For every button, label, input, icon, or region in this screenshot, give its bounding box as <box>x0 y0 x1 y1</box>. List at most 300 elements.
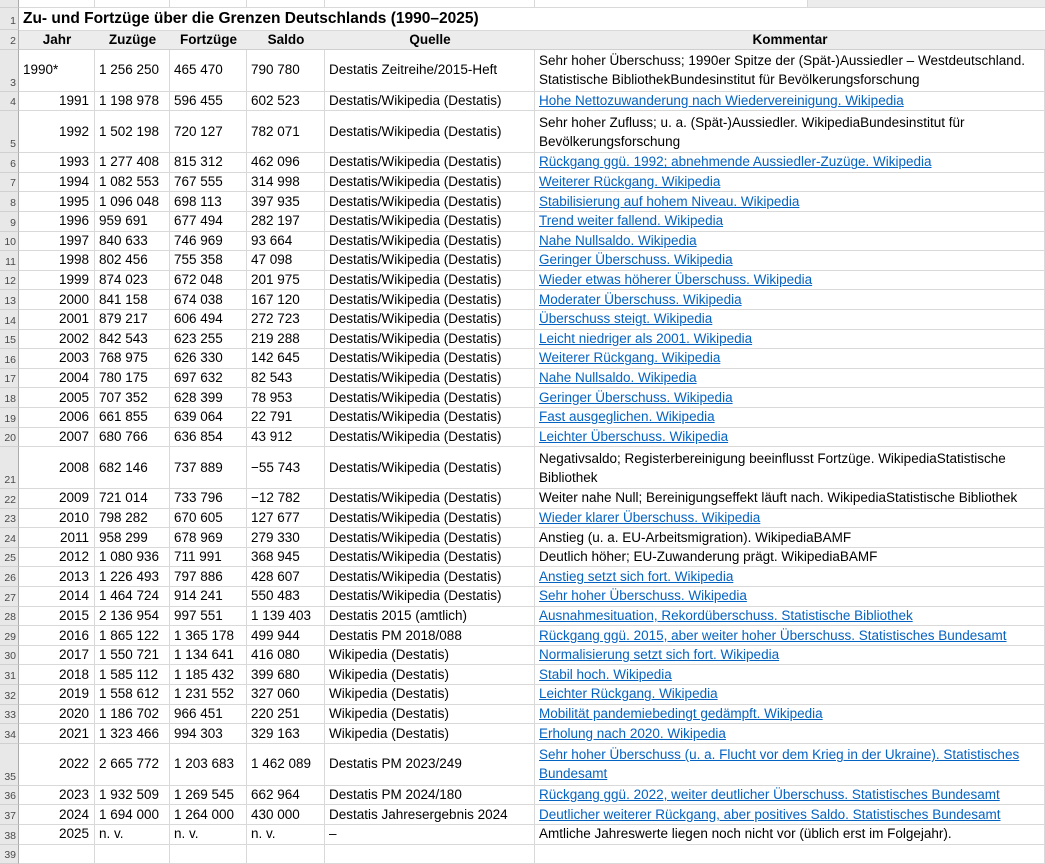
row-number[interactable]: 24 <box>0 528 19 548</box>
year-cell[interactable]: 2001 <box>19 310 95 330</box>
emigration-cell[interactable]: 737 889 <box>170 447 247 489</box>
row-number[interactable]: 17 <box>0 369 19 389</box>
year-cell[interactable]: 1998 <box>19 251 95 271</box>
row-number[interactable]: 27 <box>0 587 19 607</box>
comment-link[interactable]: Geringer Überschuss. Wikipedia <box>539 252 733 268</box>
source-cell[interactable]: Destatis/Wikipedia (Destatis) <box>325 310 535 330</box>
immigration-cell[interactable]: 2 665 772 <box>95 744 170 786</box>
balance-cell[interactable]: 790 780 <box>247 50 325 92</box>
source-cell[interactable]: Destatis/Wikipedia (Destatis) <box>325 548 535 568</box>
source-cell[interactable]: Wikipedia (Destatis) <box>325 705 535 725</box>
row-number[interactable]: 29 <box>0 626 19 646</box>
immigration-cell[interactable]: 1 464 724 <box>95 587 170 607</box>
emigration-cell[interactable]: 711 991 <box>170 548 247 568</box>
balance-cell[interactable]: 314 998 <box>247 173 325 193</box>
emigration-cell[interactable]: 606 494 <box>170 310 247 330</box>
emigration-cell[interactable]: 1 365 178 <box>170 626 247 646</box>
balance-cell[interactable]: n. v. <box>247 825 325 845</box>
row-number[interactable]: 26 <box>0 567 19 587</box>
balance-cell[interactable]: −55 743 <box>247 447 325 489</box>
year-cell[interactable]: 2005 <box>19 388 95 408</box>
balance-cell[interactable]: 550 483 <box>247 587 325 607</box>
source-cell[interactable]: Destatis 2015 (amtlich) <box>325 607 535 627</box>
comment-link[interactable]: Deutlicher weiterer Rückgang, aber positives Saldo. Statistisches Bundesamt <box>539 806 1001 822</box>
year-cell[interactable]: 2006 <box>19 408 95 428</box>
balance-cell[interactable]: 22 791 <box>247 408 325 428</box>
year-cell[interactable]: 1996 <box>19 212 95 232</box>
comment-cell <box>535 92 1045 112</box>
year-cell[interactable]: 2007 <box>19 428 95 448</box>
column-header-quelle[interactable]: Quelle <box>325 30 535 50</box>
balance-cell[interactable]: 397 935 <box>247 192 325 212</box>
comment-cell <box>535 805 1045 825</box>
immigration-cell[interactable]: 841 158 <box>95 290 170 310</box>
source-cell[interactable]: Destatis/Wikipedia (Destatis) <box>325 567 535 587</box>
comment-link[interactable]: Anstieg setzt sich fort. Wikipedia <box>539 568 734 584</box>
immigration-cell[interactable]: 682 146 <box>95 447 170 489</box>
grid-cell <box>170 0 247 8</box>
emigration-cell[interactable]: 628 399 <box>170 388 247 408</box>
balance-cell[interactable]: 220 251 <box>247 705 325 725</box>
row-number[interactable]: 10 <box>0 232 19 252</box>
row-number[interactable]: 11 <box>0 251 19 271</box>
source-cell[interactable]: Destatis PM 2018/088 <box>325 626 535 646</box>
year-cell[interactable]: 2019 <box>19 685 95 705</box>
emigration-cell[interactable]: 720 127 <box>170 111 247 153</box>
immigration-cell[interactable]: 661 855 <box>95 408 170 428</box>
immigration-cell[interactable]: 1 694 000 <box>95 805 170 825</box>
column-header-zuzuege[interactable]: Zuzüge <box>95 30 170 50</box>
comment-link[interactable]: Normalisierung setzt sich fort. Wikipedia <box>539 647 780 663</box>
source-cell[interactable]: Destatis Zeitreihe/2015-Heft <box>325 50 535 92</box>
source-cell[interactable]: Destatis/Wikipedia (Destatis) <box>325 428 535 448</box>
comment-cell <box>535 705 1045 725</box>
data-row <box>0 724 1045 744</box>
emigration-cell[interactable]: 797 886 <box>170 567 247 587</box>
source-cell[interactable]: Destatis/Wikipedia (Destatis) <box>325 271 535 291</box>
immigration-cell[interactable]: 874 023 <box>95 271 170 291</box>
year-cell[interactable]: 2000 <box>19 290 95 310</box>
empty-cell[interactable] <box>247 845 325 864</box>
comment-link[interactable]: Stabil hoch. Wikipedia <box>539 666 672 682</box>
source-cell[interactable]: Destatis/Wikipedia (Destatis) <box>325 111 535 153</box>
year-cell[interactable]: 1995 <box>19 192 95 212</box>
immigration-cell[interactable]: 680 766 <box>95 428 170 448</box>
source-cell[interactable]: Destatis Jahresergebnis 2024 <box>325 805 535 825</box>
year-cell[interactable]: 1999 <box>19 271 95 291</box>
data-row <box>0 646 1045 666</box>
year-cell[interactable]: 2002 <box>19 330 95 350</box>
source-cell[interactable]: Wikipedia (Destatis) <box>325 724 535 744</box>
emigration-cell[interactable]: 678 969 <box>170 528 247 548</box>
emigration-cell[interactable]: 698 113 <box>170 192 247 212</box>
emigration-cell[interactable]: 815 312 <box>170 153 247 173</box>
row-number[interactable]: 35 <box>0 744 19 786</box>
balance-cell[interactable]: 127 677 <box>247 509 325 529</box>
emigration-cell[interactable]: 1 203 683 <box>170 744 247 786</box>
comment-link[interactable]: Trend weiter fallend. Wikipedia <box>539 213 724 229</box>
year-cell[interactable]: 2011 <box>19 528 95 548</box>
year-cell[interactable]: 1997 <box>19 232 95 252</box>
comment-link[interactable]: Fast ausgeglichen. Wikipedia <box>539 409 715 425</box>
source-cell[interactable]: Wikipedia (Destatis) <box>325 665 535 685</box>
row-number[interactable]: 36 <box>0 786 19 806</box>
emigration-cell[interactable]: 994 303 <box>170 724 247 744</box>
comment-text[interactable]: Anstieg (u. a. EU-Arbeitsmigration). WikipediaBAMF <box>539 529 852 545</box>
balance-cell[interactable]: 399 680 <box>247 665 325 685</box>
source-cell[interactable]: Destatis PM 2024/180 <box>325 786 535 806</box>
comment-cell <box>535 192 1045 212</box>
source-cell[interactable]: – <box>325 825 535 845</box>
year-cell[interactable]: 1990* <box>19 50 95 92</box>
empty-cell[interactable] <box>19 845 95 864</box>
source-cell[interactable]: Destatis/Wikipedia (Destatis) <box>325 192 535 212</box>
source-cell[interactable]: Destatis/Wikipedia (Destatis) <box>325 369 535 389</box>
immigration-cell[interactable]: 1 082 553 <box>95 173 170 193</box>
comment-link[interactable]: Weiterer Rückgang. Wikipedia <box>539 174 721 190</box>
year-cell[interactable]: 1991 <box>19 92 95 112</box>
immigration-cell[interactable]: 2 136 954 <box>95 607 170 627</box>
source-cell[interactable]: Destatis/Wikipedia (Destatis) <box>325 408 535 428</box>
balance-cell[interactable]: 93 664 <box>247 232 325 252</box>
comment-link[interactable]: Nahe Nullsaldo. Wikipedia <box>539 370 697 386</box>
year-cell[interactable]: 2016 <box>19 626 95 646</box>
year-cell[interactable]: 2023 <box>19 786 95 806</box>
balance-cell[interactable]: 1 462 089 <box>247 744 325 786</box>
year-cell[interactable]: 2013 <box>19 567 95 587</box>
comment-text[interactable]: Weiter nahe Null; Bereinigungseffekt läuft nach. WikipediaStatistische Bibliothek <box>539 490 1018 506</box>
immigration-cell[interactable]: 1 865 122 <box>95 626 170 646</box>
source-cell[interactable]: Wikipedia (Destatis) <box>325 685 535 705</box>
data-row <box>0 489 1045 509</box>
comment-text[interactable]: Deutlich höher; EU-Zuwanderung prägt. WikipediaBAMF <box>539 549 878 565</box>
source-cell[interactable]: Destatis/Wikipedia (Destatis) <box>325 212 535 232</box>
row-number[interactable]: 28 <box>0 607 19 627</box>
balance-cell[interactable]: 662 964 <box>247 786 325 806</box>
balance-cell[interactable]: 43 912 <box>247 428 325 448</box>
year-cell[interactable]: 2020 <box>19 705 95 725</box>
source-cell[interactable]: Destatis/Wikipedia (Destatis) <box>325 92 535 112</box>
row-number[interactable]: 20 <box>0 428 19 448</box>
comment-link[interactable]: Nahe Nullsaldo. Wikipedia <box>539 232 697 248</box>
emigration-cell[interactable]: 1 231 552 <box>170 685 247 705</box>
immigration-cell[interactable]: 958 299 <box>95 528 170 548</box>
immigration-cell[interactable]: 1 550 721 <box>95 646 170 666</box>
emigration-cell[interactable]: 966 451 <box>170 705 247 725</box>
balance-cell[interactable]: 219 288 <box>247 330 325 350</box>
data-row <box>0 388 1045 408</box>
year-cell[interactable]: 1993 <box>19 153 95 173</box>
balance-cell[interactable]: 272 723 <box>247 310 325 330</box>
source-cell[interactable]: Destatis/Wikipedia (Destatis) <box>325 489 535 509</box>
data-row <box>0 428 1045 448</box>
emigration-cell[interactable]: 626 330 <box>170 349 247 369</box>
data-row <box>0 92 1045 112</box>
source-cell[interactable]: Destatis/Wikipedia (Destatis) <box>325 528 535 548</box>
year-cell[interactable]: 2009 <box>19 489 95 509</box>
balance-cell[interactable]: 602 523 <box>247 92 325 112</box>
comment-text[interactable]: Sehr hoher Überschuss; 1990er Spitze der (Spät-)Aussiedler – Westdeutschland. Statistische BibliothekBundesinstitut für Bevölkerungsforschung <box>539 53 1026 88</box>
source-cell[interactable]: Destatis/Wikipedia (Destatis) <box>325 388 535 408</box>
immigration-cell[interactable]: 1 932 509 <box>95 786 170 806</box>
immigration-cell[interactable]: 1 558 612 <box>95 685 170 705</box>
comment-link[interactable]: Hohe Nettozuwanderung nach Wiedervereinigung. Wikipedia <box>539 92 904 108</box>
year-cell[interactable]: 2025 <box>19 825 95 845</box>
year-cell[interactable]: 2018 <box>19 665 95 685</box>
source-cell[interactable]: Destatis/Wikipedia (Destatis) <box>325 173 535 193</box>
comment-cell <box>535 786 1045 806</box>
comment-link[interactable]: Überschuss steigt. Wikipedia <box>539 311 713 327</box>
comment-link[interactable]: Weiterer Rückgang. Wikipedia <box>539 350 721 366</box>
comment-text[interactable]: Sehr hoher Zufluss; u. a. (Spät-)Aussiedler. WikipediaBundesinstitut für Bevölkerungsforschung <box>539 114 965 149</box>
immigration-cell[interactable]: 842 543 <box>95 330 170 350</box>
comment-cell <box>535 50 1045 92</box>
data-row <box>0 685 1045 705</box>
immigration-cell[interactable]: 840 633 <box>95 232 170 252</box>
immigration-cell[interactable]: 879 217 <box>95 310 170 330</box>
balance-cell[interactable]: −12 782 <box>247 489 325 509</box>
balance-cell[interactable]: 416 080 <box>247 646 325 666</box>
balance-cell[interactable]: 282 197 <box>247 212 325 232</box>
row-number[interactable]: 1 <box>0 8 19 30</box>
year-cell[interactable]: 2004 <box>19 369 95 389</box>
emigration-cell[interactable]: 755 358 <box>170 251 247 271</box>
emigration-cell[interactable]: 636 854 <box>170 428 247 448</box>
column-header-saldo[interactable]: Saldo <box>247 30 325 50</box>
comment-cell <box>535 626 1045 646</box>
empty-cell[interactable] <box>170 845 247 864</box>
grid-cell <box>535 0 808 8</box>
comment-text[interactable]: Amtliche Jahreswerte liegen noch nicht vor (üblich erst im Folgejahr). <box>539 826 952 842</box>
immigration-cell[interactable]: 959 691 <box>95 212 170 232</box>
row-number[interactable]: 5 <box>0 111 19 153</box>
comment-cell <box>535 388 1045 408</box>
immigration-cell[interactable]: 1 096 048 <box>95 192 170 212</box>
source-cell[interactable]: Destatis PM 2023/249 <box>325 744 535 786</box>
balance-cell[interactable]: 78 953 <box>247 388 325 408</box>
source-cell[interactable]: Destatis/Wikipedia (Destatis) <box>325 587 535 607</box>
immigration-cell[interactable]: 721 014 <box>95 489 170 509</box>
empty-cell[interactable] <box>95 845 170 864</box>
row-number[interactable]: 22 <box>0 489 19 509</box>
immigration-cell[interactable]: 768 975 <box>95 349 170 369</box>
row-number[interactable]: 8 <box>0 192 19 212</box>
comment-link[interactable]: Wieder klarer Überschuss. Wikipedia <box>539 509 761 525</box>
data-row <box>0 290 1045 310</box>
row-number[interactable]: 4 <box>0 92 19 112</box>
emigration-cell[interactable]: 672 048 <box>170 271 247 291</box>
sheet-title[interactable]: Zu- und Fortzüge über die Grenzen Deutschlands (1990–2025) <box>19 8 1045 30</box>
immigration-cell[interactable]: 1 256 250 <box>95 50 170 92</box>
emigration-cell[interactable]: 1 264 000 <box>170 805 247 825</box>
row-number[interactable]: 16 <box>0 349 19 369</box>
empty-cell[interactable] <box>325 845 535 864</box>
immigration-cell[interactable]: 707 352 <box>95 388 170 408</box>
source-cell[interactable]: Destatis/Wikipedia (Destatis) <box>325 349 535 369</box>
source-cell[interactable]: Destatis/Wikipedia (Destatis) <box>325 251 535 271</box>
emigration-cell[interactable]: 639 064 <box>170 408 247 428</box>
immigration-cell[interactable]: 1 585 112 <box>95 665 170 685</box>
emigration-cell[interactable]: 465 470 <box>170 50 247 92</box>
emigration-cell[interactable]: 596 455 <box>170 92 247 112</box>
balance-cell[interactable]: 327 060 <box>247 685 325 705</box>
comment-cell <box>535 349 1045 369</box>
emigration-cell[interactable]: 733 796 <box>170 489 247 509</box>
emigration-cell[interactable]: 1 269 545 <box>170 786 247 806</box>
balance-cell[interactable]: 329 163 <box>247 724 325 744</box>
balance-cell[interactable]: 279 330 <box>247 528 325 548</box>
comment-link[interactable]: Sehr hoher Überschuss. Wikipedia <box>539 588 747 604</box>
row-number[interactable]: 31 <box>0 665 19 685</box>
year-cell[interactable]: 2010 <box>19 509 95 529</box>
emigration-cell[interactable]: 746 969 <box>170 232 247 252</box>
immigration-cell[interactable]: 1 198 978 <box>95 92 170 112</box>
source-cell[interactable]: Destatis/Wikipedia (Destatis) <box>325 447 535 489</box>
comment-link[interactable]: Geringer Überschuss. Wikipedia <box>539 389 733 405</box>
balance-cell[interactable]: 499 944 <box>247 626 325 646</box>
comment-link[interactable]: Rückgang ggü. 2015, aber weiter hoher Überschuss. Statistisches Bundesamt <box>539 627 1007 643</box>
balance-cell[interactable]: 201 975 <box>247 271 325 291</box>
comment-link[interactable]: Sehr hoher Überschuss (u. a. Flucht vor dem Krieg in der Ukraine). Statistisches Bundesamt <box>539 747 1020 782</box>
source-cell[interactable]: Destatis/Wikipedia (Destatis) <box>325 153 535 173</box>
balance-cell[interactable]: 142 645 <box>247 349 325 369</box>
row-number[interactable]: 38 <box>0 825 19 845</box>
emigration-cell[interactable]: n. v. <box>170 825 247 845</box>
comment-cell <box>535 153 1045 173</box>
year-cell[interactable]: 2003 <box>19 349 95 369</box>
grid-cell <box>19 0 95 8</box>
data-row <box>0 705 1045 725</box>
emigration-cell[interactable]: 997 551 <box>170 607 247 627</box>
row-number[interactable]: 34 <box>0 724 19 744</box>
source-cell[interactable]: Wikipedia (Destatis) <box>325 646 535 666</box>
year-cell[interactable]: 1992 <box>19 111 95 153</box>
source-cell[interactable]: Destatis/Wikipedia (Destatis) <box>325 509 535 529</box>
immigration-cell[interactable]: n. v. <box>95 825 170 845</box>
immigration-cell[interactable]: 1 323 466 <box>95 724 170 744</box>
balance-cell[interactable]: 1 139 403 <box>247 607 325 627</box>
year-cell[interactable]: 2012 <box>19 548 95 568</box>
year-cell[interactable]: 2017 <box>19 646 95 666</box>
year-cell[interactable]: 2021 <box>19 724 95 744</box>
comment-link[interactable]: Mobilität pandemiebedingt gedämpft. Wikipedia <box>539 705 823 721</box>
row-number[interactable]: 15 <box>0 330 19 350</box>
comment-cell <box>535 330 1045 350</box>
row-number[interactable]: 30 <box>0 646 19 666</box>
source-cell[interactable]: Destatis/Wikipedia (Destatis) <box>325 330 535 350</box>
sheet-rows <box>0 50 1045 845</box>
comment-link[interactable]: Rückgang ggü. 2022, weiter deutlicher Überschuss. Statistisches Bundesamt <box>539 787 1000 803</box>
emigration-cell[interactable]: 670 605 <box>170 509 247 529</box>
immigration-cell[interactable]: 1 186 702 <box>95 705 170 725</box>
immigration-cell[interactable]: 1 080 936 <box>95 548 170 568</box>
year-cell[interactable]: 2022 <box>19 744 95 786</box>
row-number[interactable]: 23 <box>0 509 19 529</box>
comment-link[interactable]: Rückgang ggü. 1992; abnehmende Aussiedler-Zuzüge. Wikipedia <box>539 154 932 170</box>
year-cell[interactable]: 2014 <box>19 587 95 607</box>
comment-text[interactable]: Negativsaldo; Registerbereinigung beeinflusst Fortzüge. WikipediaStatistische Bibliothek <box>539 450 1006 485</box>
row-number[interactable]: 12 <box>0 271 19 291</box>
year-cell[interactable]: 2008 <box>19 447 95 489</box>
row-number[interactable]: 25 <box>0 548 19 568</box>
balance-cell[interactable]: 782 071 <box>247 111 325 153</box>
immigration-cell[interactable]: 1 502 198 <box>95 111 170 153</box>
emigration-cell[interactable]: 767 555 <box>170 173 247 193</box>
immigration-cell[interactable]: 1 226 493 <box>95 567 170 587</box>
balance-cell[interactable]: 82 543 <box>247 369 325 389</box>
immigration-cell[interactable]: 1 277 408 <box>95 153 170 173</box>
column-header-kommentar[interactable]: Kommentar <box>535 30 1045 50</box>
row-number[interactable]: 14 <box>0 310 19 330</box>
balance-cell[interactable]: 167 120 <box>247 290 325 310</box>
year-cell[interactable]: 2015 <box>19 607 95 627</box>
comment-link[interactable]: Leichter Rückgang. Wikipedia <box>539 686 718 702</box>
comment-link[interactable]: Erholung nach 2020. Wikipedia <box>539 725 726 741</box>
data-row <box>0 587 1045 607</box>
comment-cell <box>535 685 1045 705</box>
comment-link[interactable]: Ausnahmesituation, Rekordüberschuss. Statistische Bibliothek <box>539 607 913 623</box>
balance-cell[interactable]: 47 098 <box>247 251 325 271</box>
row-number[interactable]: 33 <box>0 705 19 725</box>
comment-cell <box>535 290 1045 310</box>
row-number[interactable]: 32 <box>0 685 19 705</box>
comment-link[interactable]: Leicht niedriger als 2001. Wikipedia <box>539 330 753 346</box>
emigration-cell[interactable]: 677 494 <box>170 212 247 232</box>
grid-cell <box>325 0 535 8</box>
data-row <box>0 744 1045 786</box>
emigration-cell[interactable]: 1 185 432 <box>170 665 247 685</box>
row-number[interactable]: 9 <box>0 212 19 232</box>
balance-cell[interactable]: 430 000 <box>247 805 325 825</box>
source-cell[interactable]: Destatis/Wikipedia (Destatis) <box>325 232 535 252</box>
comment-link[interactable]: Moderater Überschuss. Wikipedia <box>539 291 742 307</box>
immigration-cell[interactable]: 780 175 <box>95 369 170 389</box>
row-number[interactable]: 6 <box>0 153 19 173</box>
year-cell[interactable]: 2024 <box>19 805 95 825</box>
row-number[interactable]: 39 <box>0 845 19 864</box>
immigration-cell[interactable]: 802 456 <box>95 251 170 271</box>
row-number[interactable]: 13 <box>0 290 19 310</box>
emigration-cell[interactable]: 914 241 <box>170 587 247 607</box>
row-number[interactable]: 18 <box>0 388 19 408</box>
row-number[interactable]: 19 <box>0 408 19 428</box>
comment-link[interactable]: Stabilisierung auf hohem Niveau. Wikipedia <box>539 193 800 209</box>
immigration-cell[interactable]: 798 282 <box>95 509 170 529</box>
year-cell[interactable]: 1994 <box>19 173 95 193</box>
comment-link[interactable]: Leichter Überschuss. Wikipedia <box>539 428 729 444</box>
comment-cell <box>535 489 1045 509</box>
comment-cell <box>535 587 1045 607</box>
emigration-cell[interactable]: 623 255 <box>170 330 247 350</box>
emigration-cell[interactable]: 1 134 641 <box>170 646 247 666</box>
comment-link[interactable]: Wieder etwas höherer Überschuss. Wikipedia <box>539 272 813 288</box>
data-row <box>0 786 1045 806</box>
row-number[interactable]: 21 <box>0 447 19 489</box>
row-number[interactable]: 7 <box>0 173 19 193</box>
row-number[interactable]: 37 <box>0 805 19 825</box>
balance-cell[interactable]: 368 945 <box>247 548 325 568</box>
emigration-cell[interactable]: 674 038 <box>170 290 247 310</box>
source-cell[interactable]: Destatis/Wikipedia (Destatis) <box>325 290 535 310</box>
emigration-cell[interactable]: 697 632 <box>170 369 247 389</box>
row-number[interactable]: 2 <box>0 30 19 50</box>
empty-cell[interactable] <box>535 845 1045 864</box>
balance-cell[interactable]: 428 607 <box>247 567 325 587</box>
column-header-jahr[interactable]: Jahr <box>19 30 95 50</box>
balance-cell[interactable]: 462 096 <box>247 153 325 173</box>
row-number[interactable]: 3 <box>0 50 19 92</box>
column-header-fortzuege[interactable]: Fortzüge <box>170 30 247 50</box>
